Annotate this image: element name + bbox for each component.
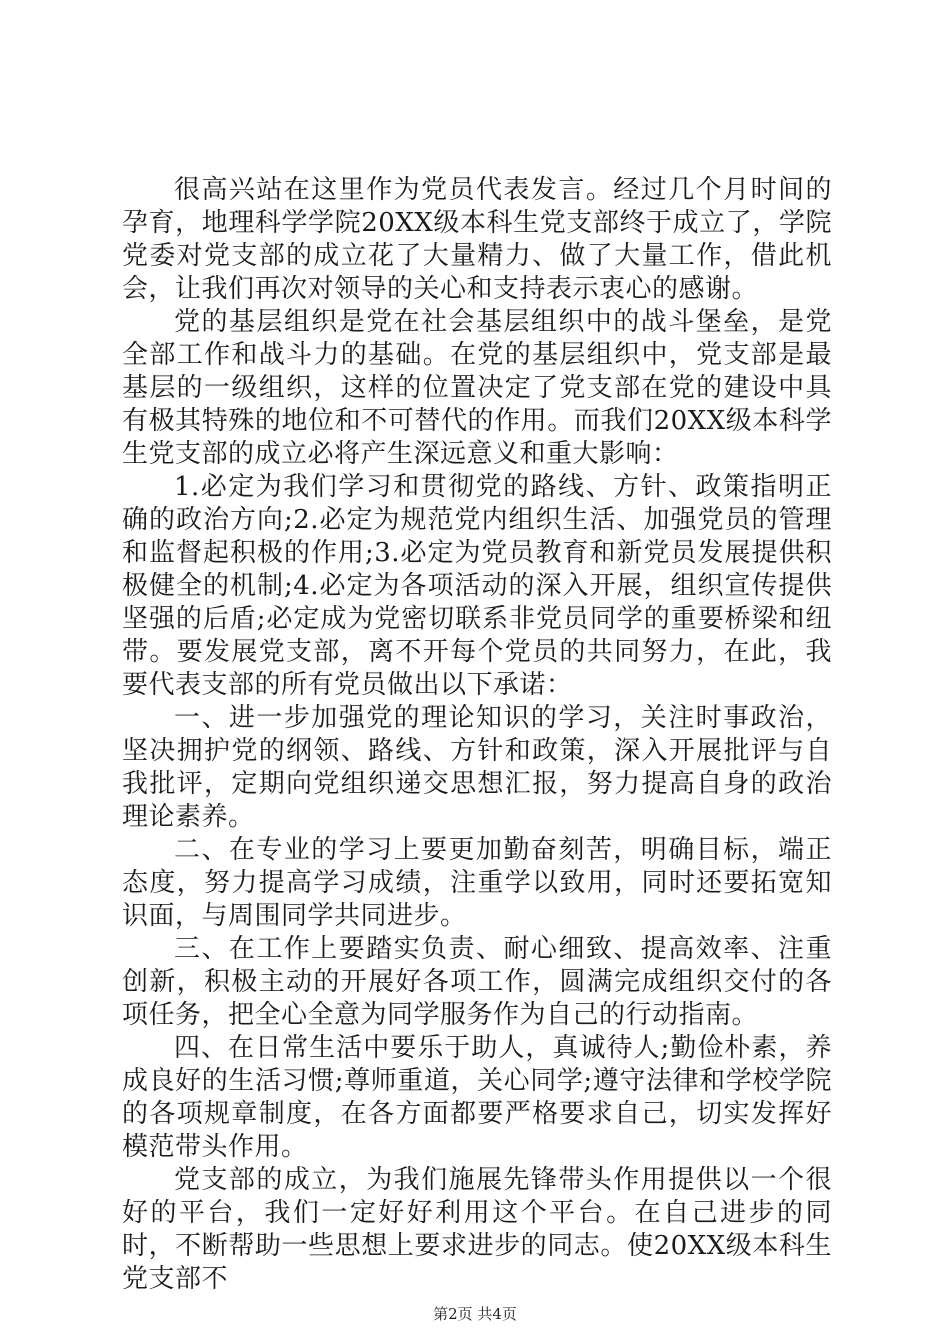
paragraph-pledge-1: 一、进一步加强党的理论知识的学习，关注时事政治，坚决拥护党的纲领、路线、方针和政策，深入开展批评与自我批评，定期向党组织递交思想汇报，努力提高自身的政治理论素养。 [122, 703, 832, 832]
document-body [122, 174, 832, 1296]
paragraph-pledge-4: 四、在日常生活中要乐于助人，真诚待人;勤俭朴素，养成良好的生活习惯;尊师重道，关心同学;遵守法律和学校学院的各项规章制度，在各方面都要严格要求自己，切实发挥好模范带头作用。 [122, 1033, 832, 1162]
paragraph-intro: 很高兴站在这里作为党员代表发言。经过几个月时间的孕育，地理科学学院20XX级本科生党支部终于成立了，学院党委对党支部的成立花了大量精力、做了大量工作，借此机会，让我们再次对领导的关心和支持表示衷心的感谢。 [122, 175, 832, 304]
paragraph-pledge-3: 三、在工作上要踏实负责、耐心细致、提高效率、注重创新，积极主动的开展好各项工作，圆满完成组织交付的各项任务，把全心全意为同学服务作为自己的行动指南。 [122, 934, 832, 1030]
paragraph-significance-list: 1.必定为我们学习和贯彻党的路线、方针、政策指明正确的政治方向;2.必定为规范党内组织生活、加强党员的管理和监督起积极的作用;3.必定为党员教育和新党员发展提供积极健全的机制;4.必定为各项活动的深入开展，组织宣传提供坚强的后盾;必定成为党密切联系非党员同学的重要桥梁和纽带。要发展党支部，离不开每个党员的共同努力，在此，我要代表支部的所有党员做出以下承诺： [122, 472, 832, 700]
paragraph-basic-organization: 党的基层组织是党在社会基层组织中的战斗堡垒，是党全部工作和战斗力的基础。在党的基层组织中，党支部是最基层的一级组织，这样的位置决定了党支部在党的建设中具有极其特殊的地位和不可替代的作用。而我们20XX级本科学生党支部的成立必将产生深远意义和重大影响： [122, 307, 832, 469]
paragraph-closing: 党支部的成立，为我们施展先锋带头作用提供以一个很好的平台，我们一定好好利用这个平台。在自己进步的同时，不断帮助一些思想上要求进步的同志。使20XX级本科生党支部不 [122, 1165, 832, 1294]
page-footer: 第2页 共4页 [433, 1305, 517, 1323]
paragraph-pledge-2: 二、在专业的学习上要更加勤奋刻苦，明确目标，端正态度，努力提高学习成绩，注重学以致用，同时还要拓宽知识面，与周围同学共同进步。 [122, 835, 832, 931]
